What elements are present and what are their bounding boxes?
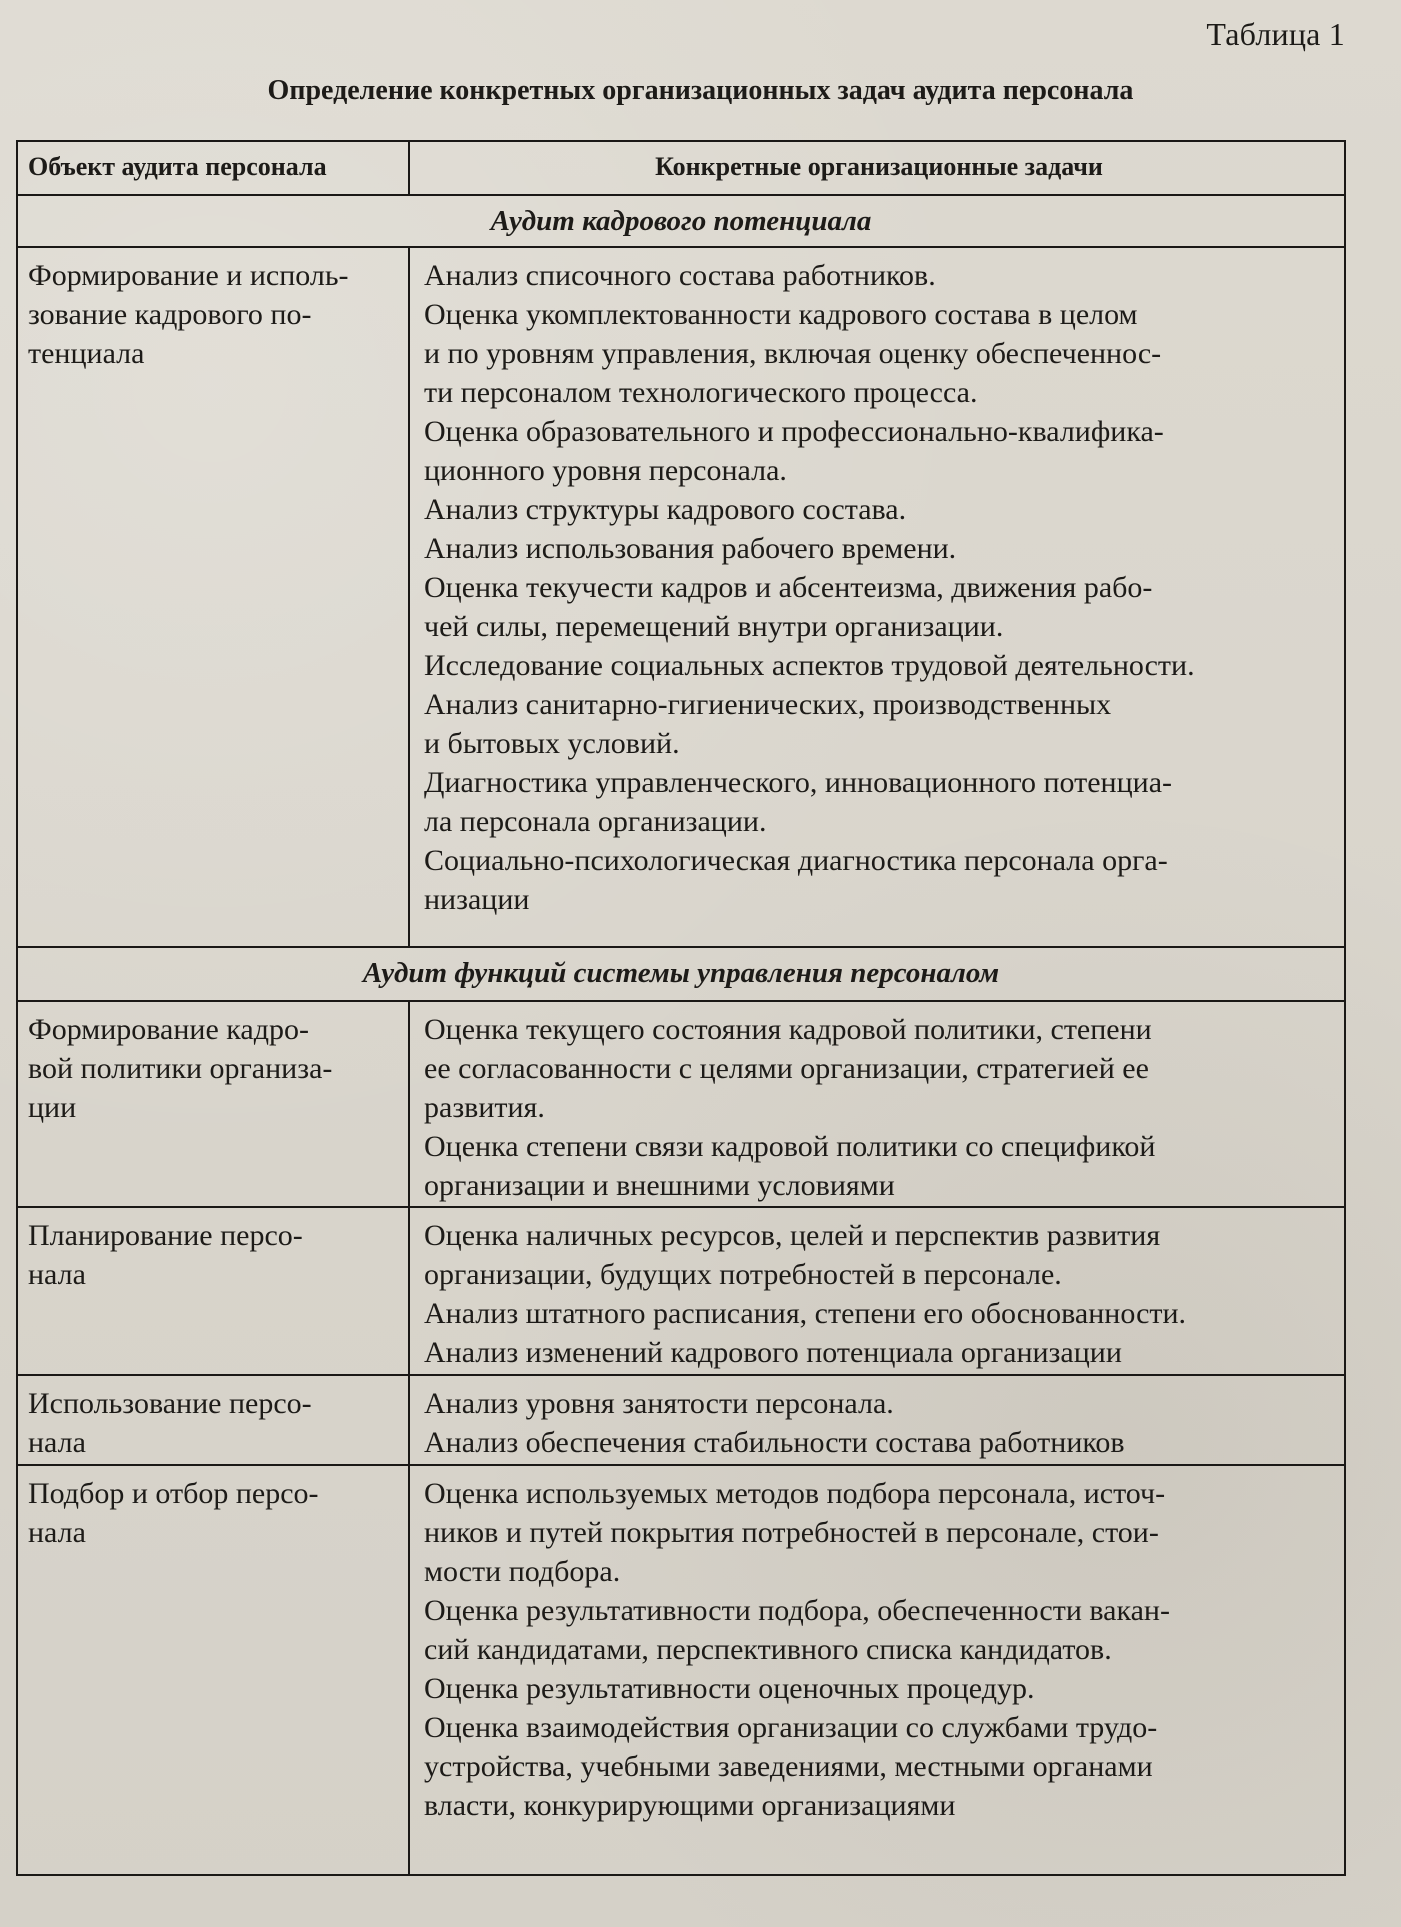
- header-left-cell: Объект аудита персонала: [18, 142, 410, 194]
- object-cell: Формирование кадро- вой политики организа- ции: [18, 1002, 410, 1206]
- task-item: Оценка укомплектованности кадрового состава в целом и по уровням управления, включая оценку обеспеченнос- ти персоналом технологического процесса.: [424, 298, 1162, 409]
- object-cell: Планирование персо- нала: [18, 1208, 410, 1374]
- task-item: Социально-психологическая диагностика персонала орга- низации: [424, 844, 1168, 916]
- object-cell: Использование персо- нала: [18, 1376, 410, 1464]
- task-item: Оценка текущего состояния кадровой политики, степени ее согласованности с целями организации, стратегией ее развития.: [424, 1013, 1152, 1124]
- table-title: Определение конкретных организационных задач аудита персонала: [267, 75, 1134, 106]
- task-item: Оценка текучести кадров и абсентеизма, движения рабо- чей силы, перемещений внутри организации.: [424, 571, 1153, 643]
- tasks-cell: [410, 1376, 1344, 1464]
- task-item: Оценка наличных ресурсов, целей и перспектив развития организации, будущих потребностей в персонале.: [424, 1219, 1161, 1291]
- table-number: Таблица 1: [1206, 16, 1345, 52]
- table-header-row: [18, 142, 1344, 196]
- section-row: Аудит кадрового потенциала: [18, 196, 1344, 248]
- table-row: [18, 248, 1344, 948]
- task-item: Анализ уровня занятости персонала.: [424, 1387, 894, 1420]
- table-row: [18, 1208, 1344, 1376]
- tasks-cell: [410, 1002, 1344, 1206]
- task-item: Оценка результативности подбора, обеспеченности вакан- сий кандидатами, перспективного списка кандидатов.: [424, 1594, 1170, 1666]
- task-item: Диагностика управленческого, инновационного потенциа- ла персонала организации.: [424, 766, 1172, 838]
- object-cell: Подбор и отбор персо- нала: [18, 1466, 410, 1876]
- table-row: [18, 1466, 1344, 1876]
- task-item: Оценка взаимодействия организации со службами трудо- устройства, учебными заведениями, местными органами власти, конкурирующими организациями: [424, 1711, 1158, 1822]
- tasks-cell: [410, 248, 1344, 946]
- task-item: Оценка используемых методов подбора персонала, источ- ников и путей покрытия потребностей в персонале, стои- мости подбора.: [424, 1477, 1166, 1588]
- task-item: Исследование социальных аспектов трудовой деятельности.: [424, 649, 1195, 682]
- task-item: Оценка результативности оценочных процедур.: [424, 1672, 1035, 1705]
- section-row: Аудит функций системы управления персоналом: [18, 948, 1344, 1002]
- task-item: Анализ санитарно-гигиенических, производственных и бытовых условий.: [424, 688, 1112, 760]
- task-item: Анализ изменений кадрового потенциала организации: [424, 1336, 1122, 1369]
- object-cell: Формирование и исполь- зование кадрового по- тенциала: [18, 248, 410, 946]
- header-right-cell: Конкретные организационные задачи: [655, 152, 1103, 181]
- tasks-cell: [410, 1208, 1344, 1374]
- task-item: Анализ обеспечения стабильности состава работников: [424, 1426, 1125, 1459]
- audit-table: [16, 140, 1346, 1876]
- table-row: [18, 1376, 1344, 1466]
- task-item: Анализ штатного расписания, степени его обоснованности.: [424, 1297, 1187, 1330]
- task-item: Анализ структуры кадрового состава.: [424, 493, 907, 526]
- tasks-cell: [410, 1466, 1344, 1876]
- task-item: Оценка степени связи кадровой политики со спецификой организации и внешними условиями: [424, 1130, 1156, 1202]
- task-item: Анализ использования рабочего времени.: [424, 532, 957, 565]
- task-item: Анализ списочного состава работников.: [424, 259, 936, 292]
- table-row: [18, 1002, 1344, 1208]
- task-item: Оценка образовательного и профессионально-квалифика- ционного уровня персонала.: [424, 415, 1164, 487]
